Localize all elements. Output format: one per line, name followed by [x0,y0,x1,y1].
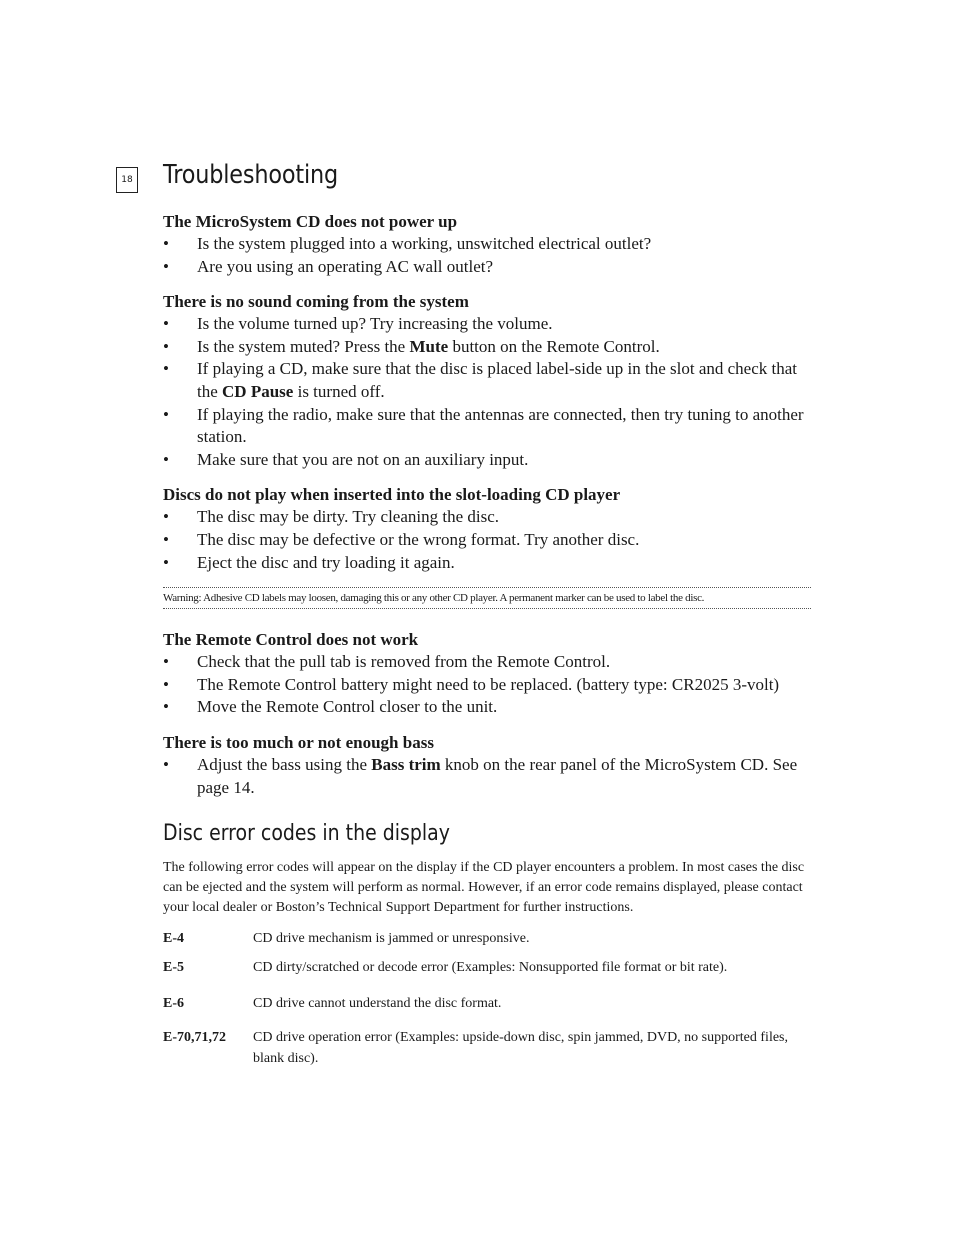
bullet-dot: • [163,674,169,694]
troubleshooting-section [163,211,811,278]
bullet-text: Move the Remote Control closer to the unit. [197,697,498,717]
bullet-list [163,754,811,799]
error-code: E-4 [163,931,184,947]
error-code-row [163,957,811,978]
bullet-item [163,256,811,279]
bold-term: CD Pause [222,381,294,401]
bold-term: Mute [409,336,449,356]
bullet-list [163,651,811,719]
section-heading: Discs do not play when inserted into the slot-loading CD player [163,485,621,505]
bullet-text: Adjust the bass using the [197,754,372,774]
bullet-list [163,233,811,278]
bullet-dot: • [163,256,169,276]
error-code: E-70,71,72 [163,1030,226,1046]
bullet-text: Is the system muted? Press the [197,336,410,356]
error-codes-heading: Disc error codes in the display [163,821,450,847]
error-code-row [163,928,811,949]
bullet-item [163,336,811,359]
bullet-item [163,358,811,403]
bullet-item [163,651,811,674]
error-description: CD drive cannot understand the disc format. [253,996,502,1012]
bullet-item [163,404,811,449]
bullet-text: The disc may be defective or the wrong format. Try another disc. [197,529,640,549]
section-heading: The MicroSystem CD does not power up [163,212,458,231]
bullet-item [163,529,811,552]
error-codes-intro: The following error codes will appear on the display if the CD player encounters a problem. In most cases the disc can be ejected and the system will perform as normal. However, if an error code remains displayed, please contact your local dealer or Boston’s Technical Support Department for further instructions. [163,860,805,916]
error-description: CD drive operation error (Examples: upside-down disc, spin jammed, DVD, no supported files, blank disc). [253,1030,789,1067]
bullet-dot: • [163,697,169,717]
troubleshooting-section [163,732,811,799]
bold-term: Bass trim [371,754,441,774]
bullet-list [163,313,811,471]
troubleshooting-sections-top [163,211,811,574]
section-heading: The Remote Control does not work [163,630,419,650]
error-code: E-6 [163,996,184,1012]
troubleshooting-section [163,484,811,574]
bullet-dot: • [163,529,169,549]
bullet-dot: • [163,652,169,672]
troubleshooting-section [163,291,811,471]
bullet-item [163,449,811,472]
bullet-text: button on the Remote Control. [448,336,660,356]
bullet-dot: • [163,754,169,774]
bullet-text: The Remote Control battery might need to be replaced. (battery type: CR2025 3-volt) [197,674,780,694]
bullet-dot: • [163,314,169,334]
bullet-text: knob on the rear panel of the MicroSystem CD. See page 14. [197,754,798,797]
bullet-item [163,506,811,529]
bullet-dot: • [163,449,169,469]
page-number: 18 [116,167,138,193]
bullet-text: Are you using an operating AC wall outlet? [197,256,494,276]
bullet-text: Make sure that you are not on an auxiliary input. [197,449,529,469]
bullet-text: Is the volume turned up? Try increasing the volume. [197,314,553,334]
bullet-dot: • [163,359,169,379]
bullet-dot: • [163,404,169,424]
bullet-dot: • [163,507,169,527]
bullet-dot: • [163,552,169,572]
bullet-text: The disc may be dirty. Try cleaning the disc. [197,507,500,527]
bullet-text: is turned off. [293,381,385,401]
bullet-dot: • [163,234,169,253]
error-code: E-5 [163,960,184,976]
content [163,211,811,1069]
bullet-dot: • [163,336,169,356]
error-description: CD drive mechanism is jammed or unresponsive. [253,931,530,947]
bullet-item [163,233,811,256]
error-description: CD dirty/scratched or decode error (Examples: Nonsupported file format or bit rate). [253,960,728,976]
bullet-text: Eject the disc and try loading it again. [197,552,455,572]
bullet-item [163,552,811,575]
bullet-item [163,754,811,799]
bullet-list [163,506,811,574]
bullet-text: If playing the radio, make sure that the antennas are connected, then try tuning to another station. [197,404,804,447]
error-code-row [163,1027,811,1069]
section-heading: There is no sound coming from the system [163,292,469,312]
error-code-row [163,993,811,1014]
warning-note: Warning: Adhesive CD labels may loosen, damaging this or any other CD player. A permanent marker can be used to label the disc. [163,587,811,609]
bullet-text: If playing a CD, make sure that the disc is placed label-side up in the slot and check that the [197,359,798,401]
page-title: Troubleshooting [163,160,339,190]
error-codes-table [163,928,811,1069]
troubleshooting-sections-bottom [163,629,811,799]
section-heading: There is too much or not enough bass [163,732,434,752]
bullet-item [163,674,811,697]
bullet-item [163,696,811,719]
bullet-text: Check that the pull tab is removed from the Remote Control. [197,652,611,672]
bullet-item [163,313,811,336]
troubleshooting-section [163,629,811,719]
bullet-text: Is the system plugged into a working, unswitched electrical outlet? [197,234,652,253]
